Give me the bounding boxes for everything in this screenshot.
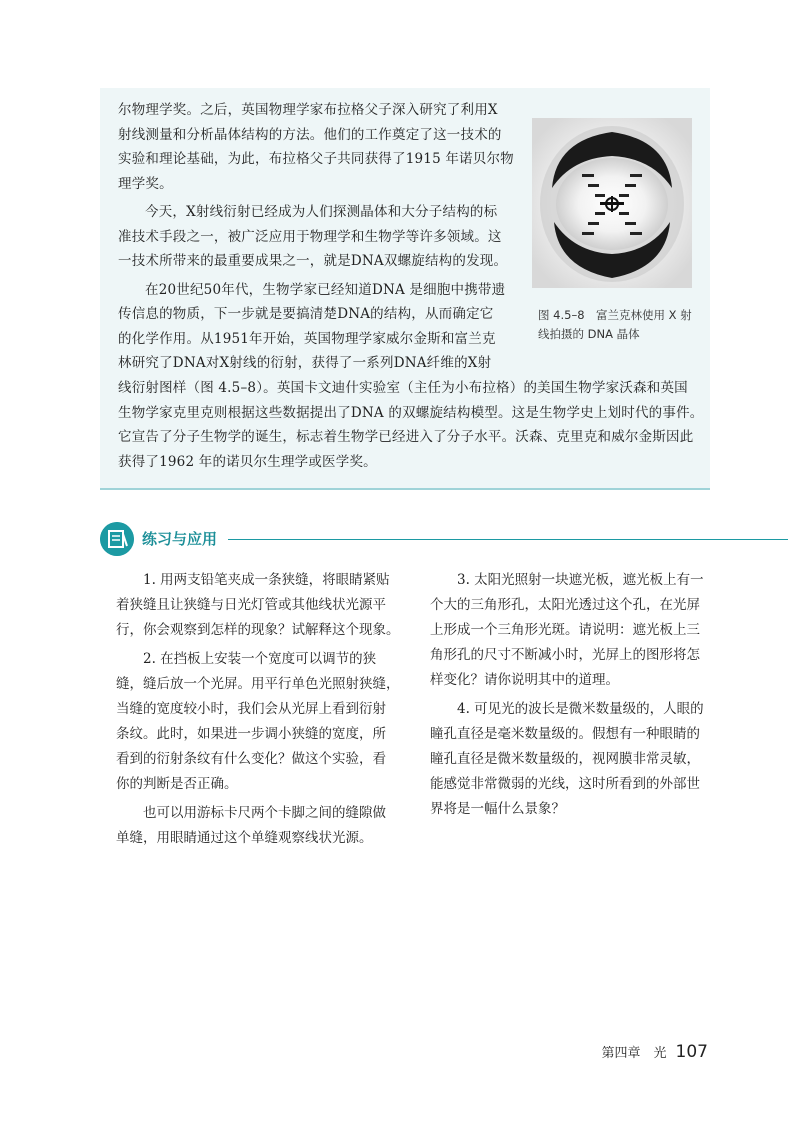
question-1: 1. 用两支铅笔夹成一条狭缝，将眼睛紧贴 着狭缝且让狭缝与日光灯管或其他线状光源平 行，你会观察到怎样的现象？试解释这个现象。 (116, 572, 400, 638)
reading-para-3b: 线衍射图样（图 4.5–8）。英国卡文迪什实验室（主任为小布拉格）的美国生物学家沃森和英国 生物学家克里克则根据这些数据提出了DNA 的双螺旋结构模型。这是生物学史上划时代的事件。 它宣告了分子生物学的诞生，标志着生物学已经进入了分子水平。沃森、克里克和威尔金斯因此 获得了1962 年的诺贝尔生理学或医学奖。 (118, 380, 704, 470)
reading-para-1: 尔物理学奖。之后，英国物理学家布拉格父子深入研究了利用X 射线测量和分析晶体结构的方法。他们的工作奠定了这一技术的 实验和理论基础，为此，布拉格父子共同获得了1915 年诺贝尔物 理学奖。 (118, 102, 514, 192)
question-2: 2. 在挡板上安装一个宽度可以调节的狭 缝，缝后放一个光屏。用平行单色光照射狭缝， 当缝的宽度较小时，我们会从光屏上看到衍射 条纹。此时，如果进一步调小狭缝的宽度，所 看到的衍射条纹有什么变化？做这个实验，看 你的判断是否正确。 (116, 651, 400, 792)
chapter-label: 第四章 光 (601, 1046, 667, 1061)
reading-para-3a: 在20世纪50年代，生物学家已经知道DNA 是细胞中携带遗 传信息的物质，下一步就是要搞清楚DNA的结构，从而确定它 的化学作用。从1951年开始，英国物理学家威尔金斯和富兰克 林研究了DNA对X射线的衍射，获得了一系列DNA纤维的X射 (118, 281, 506, 371)
exercise-right-column (430, 568, 730, 826)
exercise-header (100, 520, 800, 560)
page-footer (601, 1042, 708, 1062)
exercise-title: 练习与应用 (142, 530, 218, 548)
exercise-left-column (116, 568, 416, 855)
page-number: 107 (675, 1042, 708, 1062)
question-2-note: 也可以用游标卡尺两个卡脚之间的缝隙做 单缝，用眼睛通过这个单缝观察线状光源。 (116, 805, 386, 846)
question-3: 3. 太阳光照射一块遮光板，遮光板上有一 个大的三角形孔，太阳光透过这个孔，在光屏 上形成一个三角形光斑。请说明：遮光板上三 角形孔的尺寸不断减小时，光屏上的图形将怎 样变化？请你说明其中的道理。 (430, 572, 704, 688)
reading-text-wide (118, 376, 708, 474)
reading-para-2: 今天，X射线衍射已经成为人们探测晶体和大分子结构的标 准技术手段之一，被广泛应用于物理学和生物学等许多领域。这 一技术所带来的最重要成果之一，就是DNA双螺旋结构的发现。 (118, 204, 508, 269)
reading-text-narrow (118, 98, 528, 376)
exercise-badge-icon (100, 522, 134, 556)
exercise-divider (228, 539, 788, 540)
figure-caption: 图 4.5–8 富兰克林使用 X 射 线拍摄的 DNA 晶体 (538, 308, 692, 341)
question-4: 4. 可见光的波长是微米数量级的，人眼的 瞳孔直径是毫米数量级的。假想有一种眼睛的 瞳孔直径是微米数量级的，视网膜非常灵敏， 能感觉非常微弱的光线，这时所看到的外部世 界将是一幅什么景象？ (430, 701, 704, 817)
dna-diffraction-image (532, 118, 692, 288)
